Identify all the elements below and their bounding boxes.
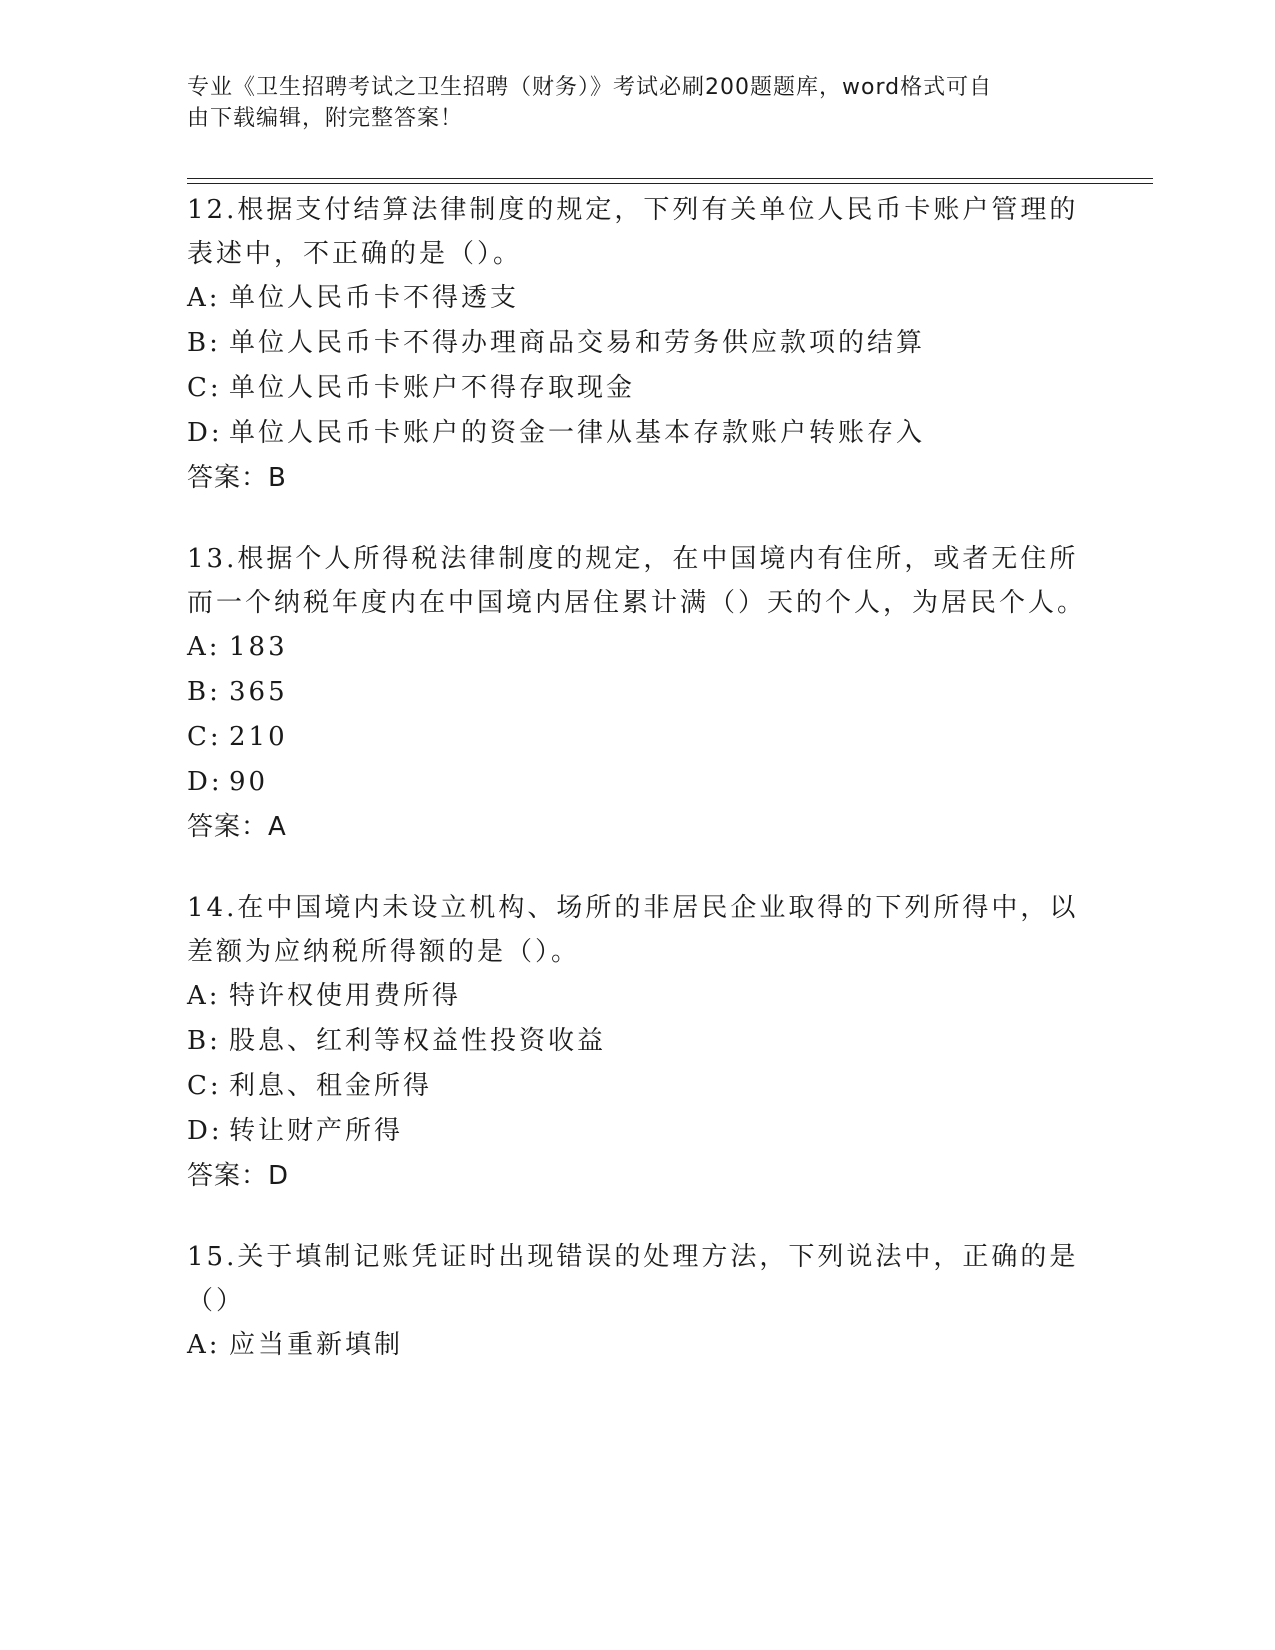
answer-label: 答案：A [187, 812, 287, 842]
option-text: 365 [229, 677, 288, 707]
header-divider-top [187, 178, 1153, 179]
option-letter: B: [187, 1026, 221, 1056]
option-b [187, 670, 1087, 715]
question-13 [187, 537, 1087, 850]
option-text: 应当重新填制 [229, 1330, 404, 1360]
option-letter: B: [187, 677, 221, 707]
option-d [187, 411, 1087, 456]
option-letter: D: [187, 418, 223, 448]
question-stem: 14.在中国境内未设立机构、场所的非居民企业取得的下列所得中，以差额为应纳税所得额的是（）。 [187, 893, 1079, 967]
option-d [187, 1109, 1087, 1154]
option-text: 单位人民币卡不得办理商品交易和劳务供应款项的结算 [229, 328, 926, 358]
question-15 [187, 1235, 1087, 1368]
header-divider-bottom [187, 183, 1153, 184]
option-c [187, 715, 1087, 760]
option-letter: A: [187, 981, 221, 1011]
option-letter: A: [187, 632, 221, 662]
option-a [187, 974, 1087, 1019]
option-text: 单位人民币卡账户不得存取现金 [229, 373, 636, 403]
option-text: 183 [229, 632, 288, 662]
option-c [187, 366, 1087, 411]
option-b [187, 1019, 1087, 1064]
option-text: 特许权使用费所得 [229, 981, 462, 1011]
option-text: 转让财产所得 [229, 1116, 404, 1146]
option-letter: C: [187, 1071, 222, 1101]
answer-label: 答案：D [187, 1161, 290, 1191]
question-12 [187, 188, 1087, 501]
option-a [187, 625, 1087, 670]
option-c [187, 1064, 1087, 1109]
header-line-1: 专业《卫生招聘考试之卫生招聘（财务）》考试必刷200题题库，word格式可自 [187, 75, 993, 100]
option-a [187, 276, 1087, 321]
question-stem: 13.根据个人所得税法律制度的规定，在中国境内有住所，或者无住所而一个纳税年度内在中国境内居住累计满（）天的个人，为居民个人。 [187, 544, 1087, 618]
question-list [187, 188, 1087, 1404]
option-text: 利息、租金所得 [229, 1071, 433, 1101]
option-text: 210 [229, 722, 288, 752]
option-d [187, 760, 1087, 805]
answer-label: 答案：B [187, 463, 287, 493]
option-b [187, 321, 1087, 366]
question-14 [187, 886, 1087, 1199]
question-stem: 15.关于填制记账凭证时出现错误的处理方法，下列说法中，正确的是（） [187, 1242, 1079, 1316]
option-text: 单位人民币卡账户的资金一律从基本存款账户转账存入 [229, 418, 926, 448]
option-letter: A: [187, 283, 221, 313]
option-letter: C: [187, 373, 222, 403]
option-letter: C: [187, 722, 222, 752]
question-stem: 12.根据支付结算法律制度的规定，下列有关单位人民币卡账户管理的表述中，不正确的是（）。 [187, 195, 1079, 269]
option-text: 90 [229, 767, 269, 797]
option-letter: D: [187, 767, 223, 797]
header-line-2: 由下载编辑，附完整答案！ [187, 106, 464, 131]
document-header [187, 72, 1067, 134]
option-letter: B: [187, 328, 221, 358]
option-text: 股息、红利等权益性投资收益 [229, 1026, 607, 1056]
option-letter: A: [187, 1330, 221, 1360]
option-letter: D: [187, 1116, 223, 1146]
option-text: 单位人民币卡不得透支 [229, 283, 520, 313]
option-a [187, 1323, 1087, 1368]
